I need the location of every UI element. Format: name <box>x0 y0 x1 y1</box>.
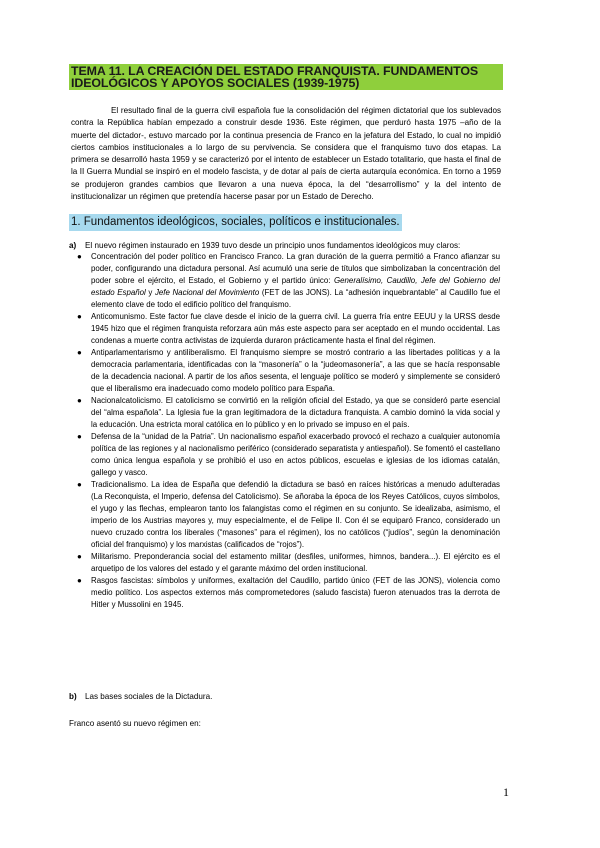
bullet-text-end: (FET de las JONS). La “adhesión inquebrantable” al Caudillo fue el elemento clave de todo el edificio político del franquismo. <box>91 288 500 309</box>
bullet-italic: Generalísimo, Caudillo, Jefe del Gobierno del estado Español <box>91 276 500 297</box>
franco-line: Franco asentó su nuevo régimen en: <box>69 719 201 728</box>
bullet-icon: ● <box>77 396 82 405</box>
bullet-icon: ● <box>77 432 82 441</box>
item-a-letter: a) <box>69 241 77 250</box>
list-item <box>77 395 500 431</box>
bullet-text: Concentración del poder político en Francisco Franco. La gran duración de la guerra permitió a Franco afianzar su poder, configurando una dictadura personal. Así acumuló una serie de títulos que simbolizaban la concentración del poder sobre el ejército, el Estado, el Gobierno y el partido único: <box>91 252 500 285</box>
list-item <box>77 551 500 575</box>
bullet-text: Antiparlamentarismo y antiliberalismo. El franquismo siempre se mostró contrario a las libertades políticas y a la democracia parlamentaria, identificadas con la “masonería” o la “judeomasonería”, a las que se hacía responsable de la decadencia nacional. A partir de los años sesenta, el lenguaje político se moderó y simplemente se consideró que el liberalismo era inadecuado como modelo político para España. <box>91 348 500 393</box>
section-heading <box>69 214 402 231</box>
section-heading-text: 1. Fundamentos ideológicos, sociales, políticos e institucionales <box>71 216 397 228</box>
title-line-2: IDEOLÓGICOS Y APOYOS SOCIALES (1939-1975) <box>71 76 360 90</box>
page-number: 1 <box>503 785 509 799</box>
section-heading-period: . <box>396 216 400 228</box>
bullet-icon: ● <box>77 252 82 261</box>
item-b-text: Las bases sociales de la Dictadura. <box>85 692 213 701</box>
bullet-italic-2: Jefe Nacional del Movimiento <box>154 288 260 297</box>
bullet-icon: ● <box>77 312 82 321</box>
bullet-text: Militarismo. Preponderancia social del estamento militar (desfiles, uniformes, himnos, bandera...). El ejército es el arquetipo de los valores del estado y el garante máximo del orden institucional. <box>91 552 500 573</box>
bullet-text: Rasgos fascistas: símbolos y uniformes, exaltación del Caudillo, partido único (FET de las JONS), violencia como medio político. Los aspectos externos más comprometedores (saludo fascista) fueron atenuados tras la derrota de Hitler y Mussolini en 1945. <box>91 576 500 609</box>
bullet-icon: ● <box>77 552 82 561</box>
ideology-bullet-list <box>77 251 500 611</box>
bullet-text: Tradicionalismo. La idea de España que defendió la dictadura se basó en raíces históricas a menudo adulteradas (La Reconquista, el Imperio, defensa del Catolicismo). Se añoraba la época de los Reyes Católicos, cuyos símbolos, el yugo y las flechas, emplearon tanto los falangistas como el régimen en su conjunto. Se idealizaba, asimismo, el imperio de los Austrias mayores y, muy especialmente, el de Felipe II. Con él se equiparó Franco, considerado un nuevo cruzado contra los liberales (“masones” para el régimen), los no católicos (“judíos”, según la denominación oficial del franquismo) y los marxistas (calificados de “rojos”). <box>91 480 500 549</box>
list-item <box>77 251 500 311</box>
list-item <box>77 431 500 479</box>
list-item <box>77 347 500 395</box>
item-a-text: El nuevo régimen instaurado en 1939 tuvo desde un principio unos fundamentos ideológicos muy claros: <box>85 241 461 250</box>
intro-text: El resultado final de la guerra civil española fue la consolidación del régimen dictatorial que los sublevados contra la República habían empezado a construir desde 1936. Este régimen, que perduró hasta 1975 –año de la muerte del dictador-, estuvo marcado por la continua presencia de Franco en la jefatura del Estado, lo cual no impidió ciertos cambios institucionales a lo largo de su pervivencia. Se considera que el franquismo tuvo dos etapas. La primera se desarrolló hasta 1959 y se caracterizó por el intento de establecer un Estado totalitario, que hasta el final de la II Guerra Mundial se inspiró en el modelo fascista, y de dotar al país de cierta autarquía económica. En torno a 1959 se produjeron grandes cambios que llevaron a una nueva época, la del “desarrollismo” y la del intento de institucionalizar un régimen que pretendía hacerse pasar por un Estado de Derecho. <box>71 106 501 202</box>
bullet-mid: y <box>145 288 155 297</box>
item-b <box>69 691 212 703</box>
bullet-text: Anticomunismo. Este factor fue clave desde el inicio de la guerra civil. La guerra fría entre EEUU y la URSS desde 1945 hizo que el régimen franquista reforzara aún más este aspecto para ser aceptado en el mundo occidental. Las condenas a muerte contra activistas de izquierda duraron prácticamente hasta el final del régimen. <box>91 312 500 345</box>
bullet-icon: ● <box>77 576 82 585</box>
title-line-1: TEMA 11. LA CREACIÓN DEL ESTADO FRANQUISTA. FUNDAMENTOS <box>71 64 479 78</box>
list-item <box>77 479 500 551</box>
list-item <box>77 575 500 611</box>
item-b-letter: b) <box>69 692 77 701</box>
bullet-text: Nacionalcatolicismo. El catolicismo se convirtió en la religión oficial del Estado, ya que se consideró parte esencial del “alma española”. La Iglesia fue la gran legitimadora de la dictadura franquista. A cambio dominó la vida social y la educación. Una estricta moral católica en lo público y en lo privado se impuso en el país. <box>91 396 500 429</box>
bullet-icon: ● <box>77 348 82 357</box>
bullet-icon: ● <box>77 480 82 489</box>
document-title <box>69 64 503 90</box>
intro-paragraph <box>71 105 501 203</box>
list-item <box>77 311 500 347</box>
bullet-text: Defensa de la “unidad de la Patria”. Un nacionalismo español exacerbado provocó el rechazo a cualquier autonomía política de las regiones y al nacionalismo periférico (considerado separatista y antiespañol). Se fomentó el castellano como única lengua española y se prohibió el uso en actos públicos, escuelas e iglesias de los idiomas catalán, gallego y vasco. <box>91 432 500 477</box>
